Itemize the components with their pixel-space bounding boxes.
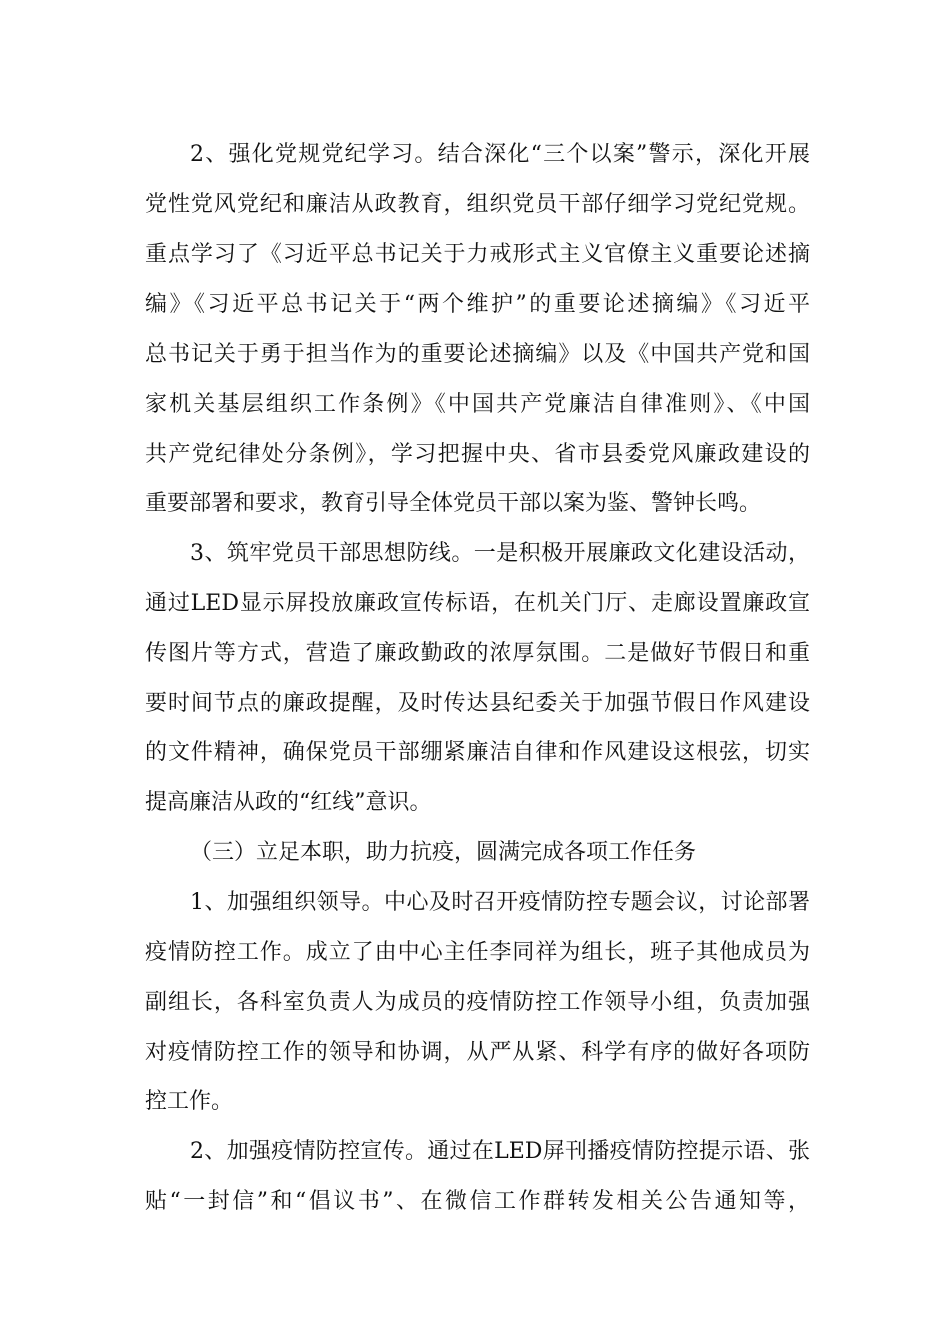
paragraph-3-line-1: 1、加强组织领导。中心及时召开疫情防控专题会议，讨论部署 (190, 890, 810, 915)
paragraph-1-line-6: 家机关基层组织工作条例》《中国共产党廉洁自律准则》、《中国 (145, 392, 810, 417)
section-heading: （三）立足本职，助力抗疫，圆满完成各项工作任务 (190, 840, 697, 865)
paragraph-2-line-3: 传图片等方式，营造了廉政勤政的浓厚氛围。二是做好节假日和重 (145, 641, 810, 666)
paragraph-4-line-1: 2、加强疫情防控宣传。通过在LED屏刊播疫情防控提示语、张 (190, 1139, 810, 1164)
paragraph-1-line-3: 重点学习了《习近平总书记关于力戒形式主义官僚主义重要论述摘 (145, 242, 810, 267)
paragraph-2-line-2: 通过LED显示屏投放廉政宣传标语，在机关门厅、走廊设置廉政宣 (145, 591, 810, 616)
paragraph-2-line-6: 提高廉洁从政的“红线”意识。 (145, 790, 432, 815)
paragraph-3-line-2: 疫情防控工作。成立了由中心主任李同祥为组长，班子其他成员为 (145, 940, 810, 965)
paragraph-2-line-5: 的文件精神，确保党员干部绷紧廉洁自律和作风建设这根弦，切实 (145, 740, 810, 765)
paragraph-2-line-4: 要时间节点的廉政提醒，及时传达县纪委关于加强节假日作风建设 (145, 691, 810, 716)
paragraph-1-line-4: 编》《习近平总书记关于“两个维护”的重要论述摘编》《习近平 (145, 292, 810, 317)
paragraph-3-line-3: 副组长，各科室负责人为成员的疫情防控工作领导小组，负责加强 (145, 990, 810, 1015)
paragraph-1-line-5: 总书记关于勇于担当作为的重要论述摘编》以及《中国共产党和国 (145, 342, 810, 367)
paragraph-3-line-4: 对疫情防控工作的领导和协调，从严从紧、科学有序的做好各项防 (145, 1040, 810, 1065)
paragraph-1-line-2: 党性党风党纪和廉洁从政教育，组织党员干部仔细学习党纪党规。 (145, 192, 810, 217)
paragraph-1-line-1: 2、强化党规党纪学习。结合深化“三个以案”警示，深化开展 (190, 142, 810, 167)
paragraph-1-line-8: 重要部署和要求，教育引导全体党员干部以案为鉴、警钟长鸣。 (145, 491, 762, 516)
paragraph-3-line-5: 控工作。 (145, 1089, 234, 1114)
paragraph-1-line-7: 共产党纪律处分条例》，学习把握中央、省市县委党风廉政建设的 (145, 442, 810, 467)
paragraph-2-line-1: 3、筑牢党员干部思想防线。一是积极开展廉政文化建设活动， (190, 541, 810, 566)
paragraph-4-line-2: 贴“一封信”和“倡议书”、在微信工作群转发相关公告通知等， (145, 1189, 810, 1214)
